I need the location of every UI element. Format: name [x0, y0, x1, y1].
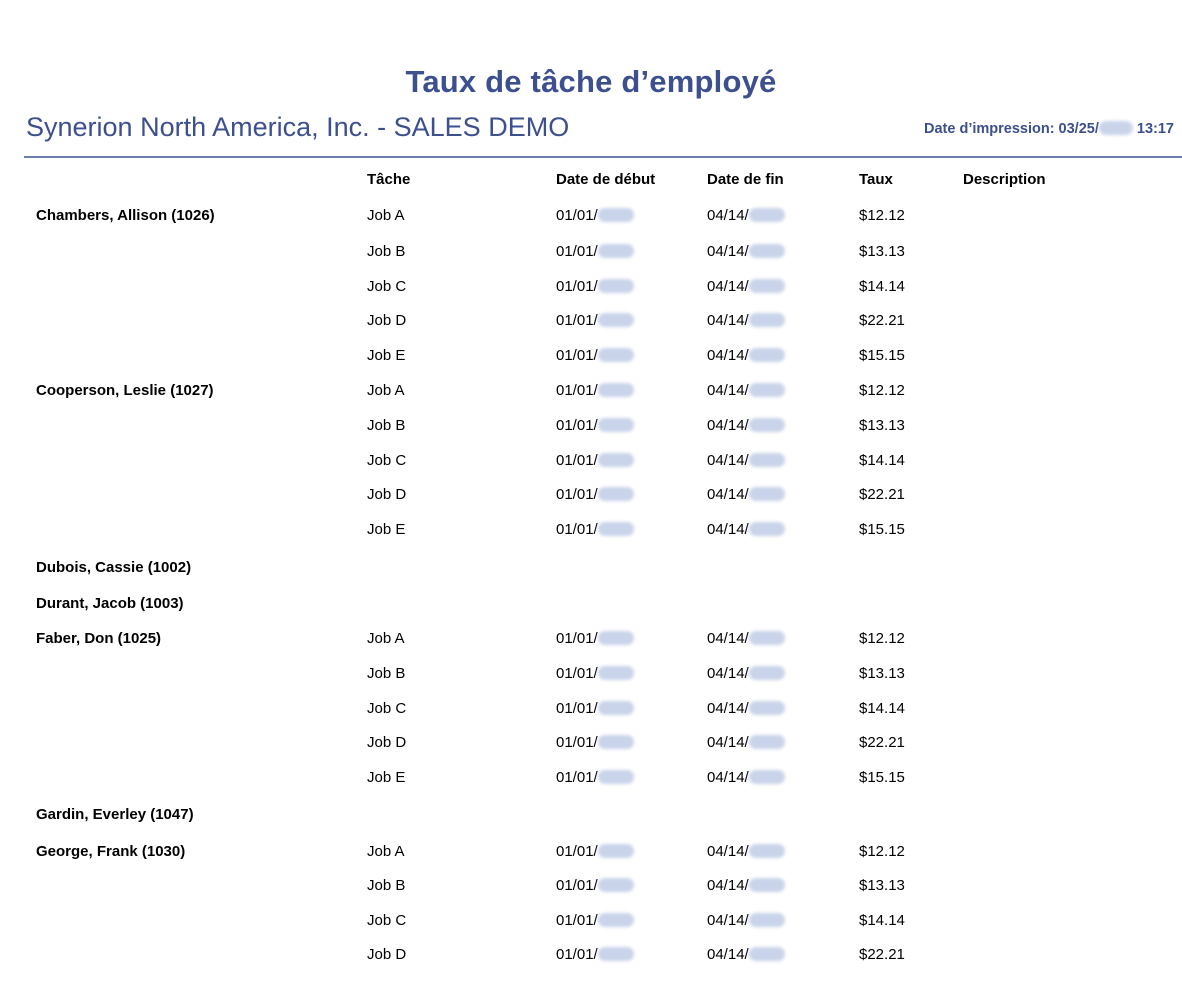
- redacted-year: [598, 878, 634, 892]
- end-date-cell-text: 04/14/: [707, 382, 749, 399]
- end-date-cell: [707, 946, 785, 963]
- end-date-cell: [707, 486, 785, 503]
- end-date-cell: [707, 769, 785, 786]
- rate-cell-text: $13.13: [859, 417, 905, 434]
- end-date-cell-text: 04/14/: [707, 452, 749, 469]
- redacted-year: [598, 208, 634, 222]
- rate-cell-text: $22.21: [859, 734, 905, 751]
- print-date: [924, 121, 1174, 137]
- start-date-cell-text: 01/01/: [556, 734, 598, 751]
- task-cell: [367, 665, 405, 682]
- task-cell-text: Job D: [367, 946, 407, 963]
- task-cell: [367, 700, 406, 717]
- start-date-cell: [556, 486, 634, 503]
- start-date-cell-text: 01/01/: [556, 912, 598, 929]
- rate-cell: [859, 734, 905, 751]
- column-header-end-date: Date de fin: [707, 171, 784, 188]
- redacted-year: [598, 844, 634, 858]
- start-date-cell: [556, 946, 634, 963]
- column-header-start-date: Date de début: [556, 171, 656, 188]
- rate-cell: [859, 912, 905, 929]
- start-date-cell: [556, 452, 634, 469]
- redacted-year: [598, 770, 634, 784]
- task-cell-text: Job E: [367, 347, 406, 364]
- rate-cell: [859, 769, 905, 786]
- task-cell: [367, 278, 406, 295]
- start-date-cell-text: 01/01/: [556, 769, 598, 786]
- table-row: [0, 734, 1182, 754]
- rate-cell-text: $22.21: [859, 946, 905, 963]
- task-cell-text: Job B: [367, 877, 406, 894]
- task-cell-text: Job C: [367, 452, 407, 469]
- task-cell: [367, 769, 405, 786]
- end-date-cell-text: 04/14/: [707, 521, 749, 538]
- rate-cell: [859, 417, 905, 434]
- task-cell-text: Job E: [367, 521, 406, 538]
- employee-name-text: Gardin, Everley (1047): [36, 806, 194, 823]
- task-cell-text: Job B: [367, 243, 406, 260]
- rate-cell-text: $12.12: [859, 843, 905, 860]
- rate-cell-text: $12.12: [859, 382, 905, 399]
- table-row: [0, 912, 1182, 932]
- rate-cell-text: $15.15: [859, 521, 905, 538]
- redacted-year: [598, 383, 634, 397]
- end-date-cell: [707, 912, 785, 929]
- start-date-cell-text: 01/01/: [556, 278, 598, 295]
- end-date-cell: [707, 630, 785, 647]
- column-header-rate: Taux: [859, 171, 893, 188]
- table-row: [0, 382, 1182, 402]
- redacted-year: [749, 487, 785, 501]
- redacted-year: [749, 208, 785, 222]
- start-date-cell-text: 01/01/: [556, 630, 598, 647]
- employee-name: [36, 382, 214, 399]
- task-cell: [367, 734, 406, 751]
- table-row: [0, 521, 1182, 541]
- rate-cell: [859, 278, 905, 295]
- end-date-cell: [707, 278, 785, 295]
- end-date-cell: [707, 312, 785, 329]
- employee-name: [36, 207, 215, 224]
- table-row: [0, 278, 1182, 298]
- task-cell-text: Job B: [367, 417, 406, 434]
- redacted-year: [749, 631, 785, 645]
- rate-cell: [859, 843, 905, 860]
- end-date-cell: [707, 243, 785, 260]
- end-date-cell: [707, 700, 785, 717]
- rate-cell-text: $13.13: [859, 243, 905, 260]
- task-cell: [367, 946, 406, 963]
- redacted-year: [749, 313, 785, 327]
- start-date-cell-text: 01/01/: [556, 521, 598, 538]
- print-date-label: Date d’impression: 03/25/: [924, 121, 1099, 137]
- redacted-year: [749, 666, 785, 680]
- redacted-year: [598, 279, 634, 293]
- redacted-year: [749, 770, 785, 784]
- employee-name: [36, 559, 191, 576]
- table-row: [0, 769, 1182, 789]
- redacted-year: [749, 279, 785, 293]
- end-date-cell-text: 04/14/: [707, 734, 749, 751]
- end-date-cell: [707, 417, 785, 434]
- start-date-cell: [556, 877, 634, 894]
- end-date-cell: [707, 734, 785, 751]
- end-date-cell-text: 04/14/: [707, 877, 749, 894]
- employee-name-text: Dubois, Cassie (1002): [36, 559, 192, 576]
- rate-cell-text: $15.15: [859, 769, 905, 786]
- employee-name: [36, 806, 194, 823]
- table-row: [0, 665, 1182, 685]
- end-date-cell-text: 04/14/: [707, 417, 749, 434]
- table-row: [0, 843, 1182, 863]
- start-date-cell-text: 01/01/: [556, 486, 598, 503]
- task-cell: [367, 521, 405, 538]
- start-date-cell-text: 01/01/: [556, 417, 598, 434]
- redacted-year: [749, 348, 785, 362]
- task-cell: [367, 912, 406, 929]
- rate-cell-text: $14.14: [859, 912, 905, 929]
- end-date-cell-text: 04/14/: [707, 630, 749, 647]
- redacted-year: [598, 453, 634, 467]
- table-row: [0, 243, 1182, 263]
- redacted-year: [598, 313, 634, 327]
- table-row: [0, 630, 1182, 650]
- column-header-description: Description: [963, 171, 1046, 188]
- start-date-cell-text: 01/01/: [556, 347, 598, 364]
- rate-cell: [859, 452, 905, 469]
- task-cell-text: Job E: [367, 769, 406, 786]
- redacted-year: [749, 244, 785, 258]
- start-date-cell: [556, 734, 634, 751]
- redacted-year: [749, 383, 785, 397]
- task-cell: [367, 417, 405, 434]
- task-cell: [367, 843, 405, 860]
- start-date-cell: [556, 665, 634, 682]
- start-date-cell: [556, 521, 634, 538]
- end-date-cell-text: 04/14/: [707, 769, 749, 786]
- table-row: [0, 946, 1182, 966]
- rate-cell-text: $12.12: [859, 207, 905, 224]
- task-cell: [367, 207, 405, 224]
- redacted-year: [1099, 121, 1133, 135]
- table-row: [0, 207, 1182, 227]
- redacted-year: [749, 844, 785, 858]
- start-date-cell: [556, 278, 634, 295]
- table-row: [0, 595, 1182, 615]
- redacted-year: [749, 701, 785, 715]
- start-date-cell-text: 01/01/: [556, 877, 598, 894]
- redacted-year: [598, 913, 634, 927]
- end-date-cell-text: 04/14/: [707, 700, 749, 717]
- task-cell-text: Job A: [367, 382, 405, 399]
- rate-cell: [859, 347, 905, 364]
- rate-cell: [859, 630, 905, 647]
- redacted-year: [749, 418, 785, 432]
- employee-name: [36, 595, 184, 612]
- rate-cell-text: $22.21: [859, 486, 905, 503]
- task-cell-text: Job A: [367, 843, 405, 860]
- rate-cell-text: $14.14: [859, 278, 905, 295]
- rate-cell: [859, 207, 905, 224]
- end-date-cell-text: 04/14/: [707, 665, 749, 682]
- column-header-task: Tâche: [367, 171, 411, 188]
- table-row: [0, 417, 1182, 437]
- redacted-year: [598, 244, 634, 258]
- report-title: Taux de tâche d’employé: [405, 64, 777, 99]
- end-date-cell: [707, 347, 785, 364]
- start-date-cell: [556, 769, 634, 786]
- table-row: [0, 559, 1182, 579]
- start-date-cell-text: 01/01/: [556, 700, 598, 717]
- redacted-year: [598, 487, 634, 501]
- rate-cell: [859, 700, 905, 717]
- start-date-cell-text: 01/01/: [556, 243, 598, 260]
- task-cell-text: Job A: [367, 207, 405, 224]
- rate-cell-text: $13.13: [859, 665, 905, 682]
- start-date-cell: [556, 843, 634, 860]
- start-date-cell: [556, 207, 634, 224]
- end-date-cell: [707, 452, 785, 469]
- redacted-year: [598, 947, 634, 961]
- end-date-cell-text: 04/14/: [707, 347, 749, 364]
- end-date-cell-text: 04/14/: [707, 278, 749, 295]
- redacted-year: [749, 947, 785, 961]
- start-date-cell: [556, 912, 634, 929]
- rate-cell-text: $22.21: [859, 312, 905, 329]
- start-date-cell-text: 01/01/: [556, 312, 598, 329]
- rate-cell: [859, 486, 905, 503]
- task-cell-text: Job C: [367, 278, 407, 295]
- task-cell-text: Job D: [367, 734, 407, 751]
- task-cell-text: Job C: [367, 912, 407, 929]
- rate-cell: [859, 946, 905, 963]
- employee-name-text: Chambers, Allison (1026): [36, 207, 215, 224]
- company-name: Synerion North America, Inc. - SALES DEMO: [26, 112, 570, 142]
- task-cell-text: Job D: [367, 312, 407, 329]
- start-date-cell: [556, 243, 634, 260]
- rate-cell: [859, 521, 905, 538]
- start-date-cell: [556, 382, 634, 399]
- end-date-cell: [707, 843, 785, 860]
- start-date-cell: [556, 347, 634, 364]
- end-date-cell-text: 04/14/: [707, 843, 749, 860]
- start-date-cell-text: 01/01/: [556, 382, 598, 399]
- rate-cell: [859, 382, 905, 399]
- task-cell-text: Job C: [367, 700, 407, 717]
- start-date-cell-text: 01/01/: [556, 946, 598, 963]
- redacted-year: [749, 878, 785, 892]
- table-row: [0, 347, 1182, 367]
- start-date-cell-text: 01/01/: [556, 843, 598, 860]
- start-date-cell: [556, 312, 634, 329]
- start-date-cell-text: 01/01/: [556, 207, 598, 224]
- task-cell: [367, 452, 406, 469]
- rate-cell-text: $15.15: [859, 347, 905, 364]
- end-date-cell-text: 04/14/: [707, 312, 749, 329]
- rate-cell: [859, 243, 905, 260]
- start-date-cell-text: 01/01/: [556, 452, 598, 469]
- redacted-year: [749, 453, 785, 467]
- employee-name-text: George, Frank (1030): [36, 843, 186, 860]
- redacted-year: [749, 735, 785, 749]
- redacted-year: [598, 631, 634, 645]
- redacted-year: [598, 666, 634, 680]
- table-row: [0, 452, 1182, 472]
- table-row: [0, 700, 1182, 720]
- redacted-year: [598, 701, 634, 715]
- employee-name-text: Cooperson, Leslie (1027): [36, 382, 214, 399]
- task-cell: [367, 347, 405, 364]
- redacted-year: [749, 913, 785, 927]
- task-cell: [367, 243, 405, 260]
- table-row: [0, 806, 1182, 826]
- redacted-year: [749, 522, 785, 536]
- rate-cell-text: $13.13: [859, 877, 905, 894]
- end-date-cell-text: 04/14/: [707, 912, 749, 929]
- table-row: [0, 486, 1182, 506]
- redacted-year: [598, 735, 634, 749]
- start-date-cell-text: 01/01/: [556, 665, 598, 682]
- employee-name-text: Durant, Jacob (1003): [36, 595, 184, 612]
- task-cell: [367, 312, 406, 329]
- task-cell: [367, 486, 406, 503]
- task-cell: [367, 877, 405, 894]
- end-date-cell-text: 04/14/: [707, 946, 749, 963]
- redacted-year: [598, 522, 634, 536]
- end-date-cell: [707, 521, 785, 538]
- rate-cell: [859, 312, 905, 329]
- task-cell-text: Job B: [367, 665, 406, 682]
- end-date-cell: [707, 665, 785, 682]
- rate-cell-text: $12.12: [859, 630, 905, 647]
- task-cell: [367, 382, 405, 399]
- rate-cell-text: $14.14: [859, 700, 905, 717]
- task-cell: [367, 630, 405, 647]
- rate-cell-text: $14.14: [859, 452, 905, 469]
- end-date-cell: [707, 207, 785, 224]
- table-row: [0, 312, 1182, 332]
- redacted-year: [598, 348, 634, 362]
- end-date-cell: [707, 877, 785, 894]
- redacted-year: [598, 418, 634, 432]
- end-date-cell-text: 04/14/: [707, 486, 749, 503]
- end-date-cell-text: 04/14/: [707, 207, 749, 224]
- employee-name: [36, 843, 185, 860]
- employee-name-text: Faber, Don (1025): [36, 630, 162, 647]
- rate-cell: [859, 665, 905, 682]
- end-date-cell: [707, 382, 785, 399]
- end-date-cell-text: 04/14/: [707, 243, 749, 260]
- employee-name: [36, 630, 161, 647]
- task-cell-text: Job A: [367, 630, 405, 647]
- start-date-cell: [556, 630, 634, 647]
- print-time: 13:17: [1136, 121, 1174, 137]
- header-divider: [24, 156, 1182, 158]
- table-row: [0, 877, 1182, 897]
- start-date-cell: [556, 417, 634, 434]
- task-cell-text: Job D: [367, 486, 407, 503]
- rate-cell: [859, 877, 905, 894]
- start-date-cell: [556, 700, 634, 717]
